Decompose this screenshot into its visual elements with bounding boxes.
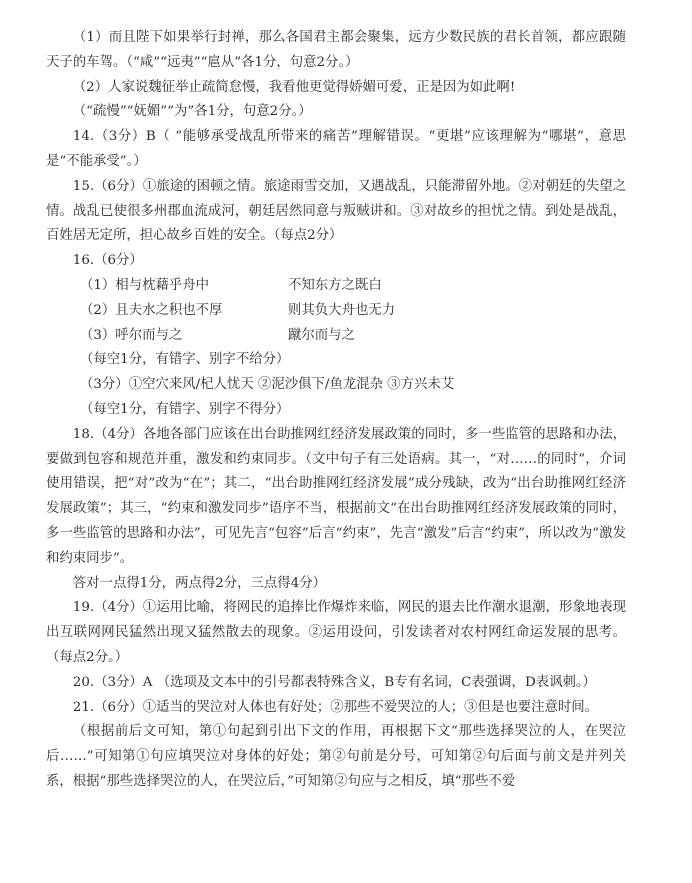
answer-line: 答对一点得1分，两点得2分，三点得4分） xyxy=(72,575,326,591)
dictation-row xyxy=(46,274,626,299)
dictation-row xyxy=(46,299,626,324)
dictation-first-half: （2）且夫水之积也不厚 xyxy=(80,302,223,318)
answer-line: （根据前后文可知，第①句起到引出下文的作用，再根据下文“那些选择哭泣的人，在哭泣后……”可知第①句应填哭泣对身体的好处；第②句前是分号，可知第②句后面与前文是并列关系，根据“那些选择哭泣的人，在哭泣后，”可知第②句应与之相反，填“那些不爱 xyxy=(46,724,626,789)
answer-line: 19.（4分）①运用比喻，将网民的追捧比作爆炸来临，网民的退去比作潮水退潮，形象地表现出互联网网民猛然出现又猛然散去的现象。②运用设问，引发读者对农村网红命运发展的思考。（每点2分。） xyxy=(46,600,626,665)
dictation-second-half: 不知东方之既白 xyxy=(288,277,382,293)
answer-line: （每空1分，有错字、别字不给分） xyxy=(80,352,290,368)
answer-line: 14.（3分）B（ “能够承受战乱所带来的痛苦”理解错误。“更堪”应该理解为“哪堪”，意思是“不能承受”。） xyxy=(46,129,626,169)
answer-line: （每空1分，有错字、别字不得分） xyxy=(80,401,290,417)
dictation-second-half: 则其负大舟也无力 xyxy=(288,302,396,318)
answer-line: 18.（4分）各地各部门应该在出台助推网红经济发展政策的同时，多一些监管的思路和办法，要做到包容和规范并重，激发和约束同步。（文中句子有三处语病。其一，“对……的同时”，介词使用错误，把“对”改为“在”；其二，“出台助推网红经济发展”成分残缺，改为“出台助推网红经济发展政策”；其三，“约束和激发同步”语序不当，根据前文“在出台助推网红经济发展政策的同时，多一些监管的思路和办法”，可见先言“包容”后言“约束”，先言“激发”后言“约束”，所以改为“激发和约束同步”。 xyxy=(46,426,626,566)
answer-line: 16.（6分） xyxy=(72,253,143,269)
answer-line: （2）人家说魏征举止疏简怠慢，我看他更觉得娇媚可爱，正是因为如此啊! xyxy=(72,79,516,95)
dictation-first-half: （1）相与枕藉乎舟中 xyxy=(80,277,210,293)
answer-line: （1）而且陛下如果举行封禅，那么各国君主都会聚集，远方少数民族的君长首领，都应跟随天子的车驾。（“咸”“远夷”“扈从”各1分，句意2分。） xyxy=(46,30,626,70)
answer-line: 21.（6分）①适当的哭泣对人体也有好处；②那些不爱哭泣的人；③但是也要注意时间。 xyxy=(72,699,599,715)
answer-line: 15.（6分）①旅途的困顿之情。旅途雨雪交加，又遇战乱，只能滞留外地。②对朝廷的失望之情。战乱已使很多州郡血流成河，朝廷居然同意与叛贼讲和。③对故乡的担忧之情。到处是战乱，百姓居无定所，担心故乡百姓的安全。（每点2分） xyxy=(46,178,626,244)
dictation-first-half: （3）呼尔而与之 xyxy=(80,327,183,343)
answer-line: 20.（3分）A （选项及文本中的引号都表特殊含义，B专有名词，C表强调，D表讽刺。） xyxy=(72,674,596,690)
dictation-row xyxy=(46,324,626,349)
answer-line: （3分）①空穴来风/杞人忧天 ②泥沙俱下/鱼龙混杂 ③方兴未艾 xyxy=(80,377,455,393)
dictation-second-half: 蹴尔而与之 xyxy=(288,327,355,343)
answer-line: （“疏慢”“妩媚”“为”各1分，句意2分。） xyxy=(72,104,312,120)
